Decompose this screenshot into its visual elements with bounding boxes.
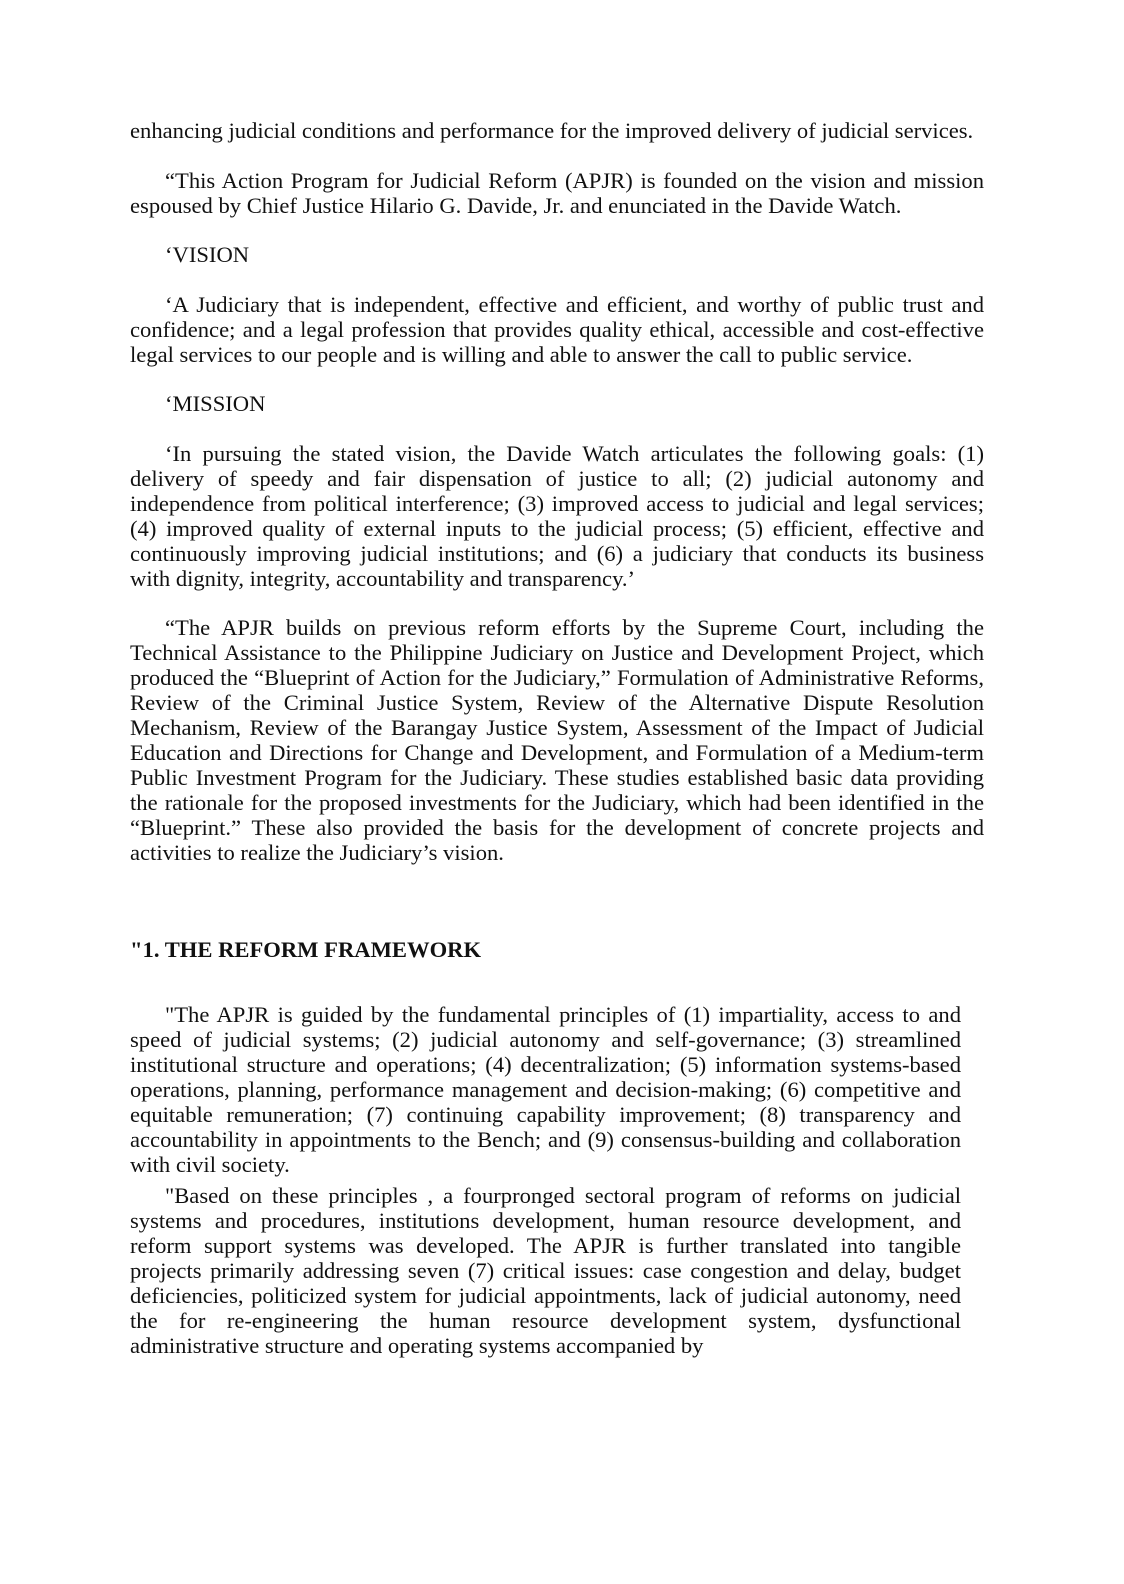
paragraph-apjr-intro: “This Action Program for Judicial Reform (APJR) is founded on the vision and mission espoused by Chief Justice Hilario G. Davide, Jr. and enunciated in the Davide Watch. [130, 167, 984, 218]
paragraph-principles: "The APJR is guided by the fundamental principles of (1) impartiality, access to and speed of judicial systems; (2) judicial autonomy and self-governance; (3) streamlined institutional structure and operations; (4) decentralization; (5) information systems-based operations, planning, performance management and decision-making; (6) competitive and equitable remuneration; (7) continuing capability improvement; (8) transparency and accountability in appointments to the Bench; and (9) consensus-building and collaboration with civil society. [130, 1002, 961, 1177]
vision-paragraph: ‘A Judiciary that is independent, effective and efficient, and worthy of public trust and confidence; and a legal profession that provides quality ethical, accessible and cost-effective legal services to our people and is willing and able to answer the call to public service. [130, 291, 984, 367]
paragraph-previous-reforms: “The APJR builds on previous reform efforts by the Supreme Court, including the Technical Assistance to the Philippine Judiciary on Justice and Development Project, which produced the “Blueprint of Action for the Judiciary,” Formulation of Administrative Reforms, Review of the Criminal Justice System, Review of the Alternative Dispute Resolution Mechanism, Review of the Barangay Justice System, Assessment of the Impact of Judicial Education and Directions for Change and Development, and Formulation of a Medium-term Public Investment Program for the Judiciary. These studies established basic data providing the rationale for the proposed investments for the Judiciary, which had been identified in the “Blueprint.” These also provided the basis for the development of concrete projects and activities to realize the Judiciary’s vision. [130, 615, 984, 865]
vision-heading: ‘VISION [165, 242, 250, 267]
paragraph-continuation: enhancing judicial conditions and performance for the improved delivery of judicial services. [130, 118, 974, 143]
mission-heading: ‘MISSION [165, 391, 266, 416]
section-heading-reform-framework: "1. THE REFORM FRAMEWORK [130, 937, 482, 962]
document-page [130, 118, 984, 1358]
mission-paragraph: ‘In pursuing the stated vision, the Davide Watch articulates the following goals: (1) delivery of speedy and fair dispensation of justice to all; (2) judicial autonomy and independence from political interference; (3) improved access to judicial and legal services; (4) improved quality of external inputs to the judicial process; (5) efficient, effective and continuously improving judicial institutions; and (6) a judiciary that conducts its business with dignity, integrity, accountability and transparency.’ [130, 440, 984, 591]
paragraph-sectoral-program: "Based on these principles , a fourpronged sectoral program of reforms on judicial systems and procedures, institutions development, human resource development, and reform support systems was developed. The APJR is further translated into tangible projects primarily addressing seven (7) critical issues: case congestion and delay, budget deficiencies, politicized system for judicial appointments, lack of judicial autonomy, need the for re-engineering the human resource development system, dysfunctional administrative structure and operating systems accompanied by [130, 1183, 961, 1358]
